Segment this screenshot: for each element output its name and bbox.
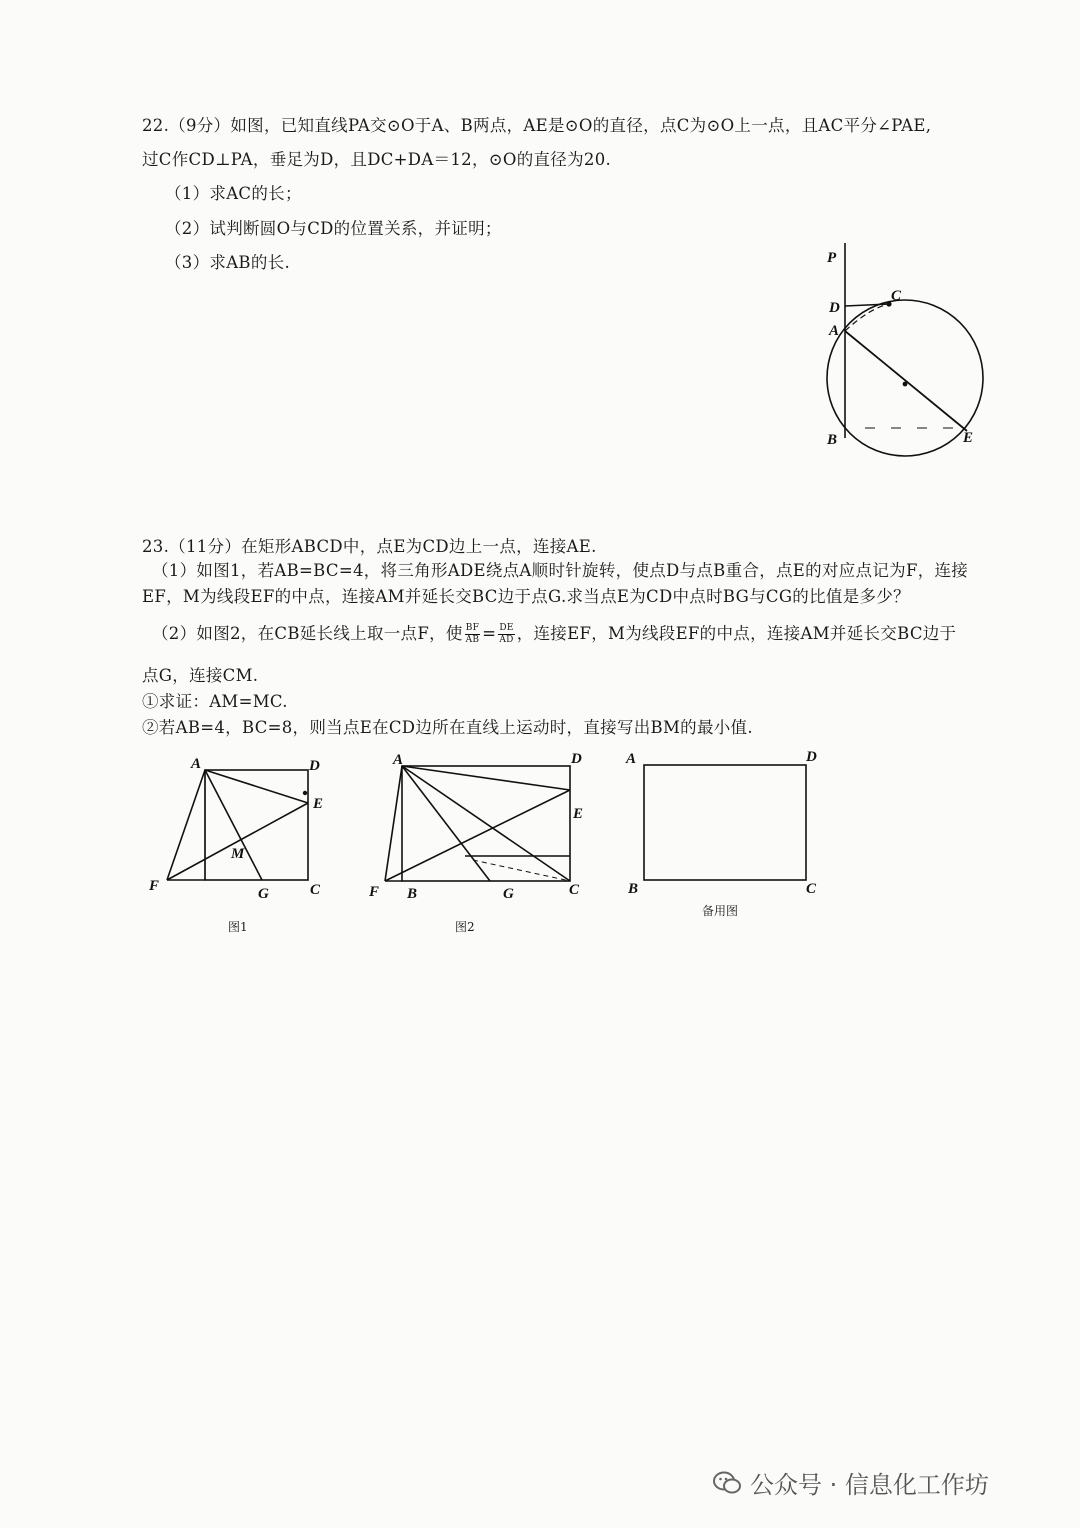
q23-part1-b: EF，M为线段EF的中点，连接AM并延长交BC边于点G.求当点E为CD中点时BG与CG的比值是多少？ xyxy=(142,587,910,606)
frac2-num: DE xyxy=(499,623,514,633)
fraction-bf-ab xyxy=(465,623,480,646)
fig2-label-E: E xyxy=(573,806,584,822)
fig1-label-A: A xyxy=(191,756,202,772)
fig2-label-D: D xyxy=(571,751,582,767)
watermark xyxy=(712,1465,989,1500)
fig1-label-E: E xyxy=(313,796,324,812)
q22-line2: 过C作CD⊥PA，垂足为D，且DC+DA＝12，⊙O的直径为20. xyxy=(142,150,612,169)
q23-sub2: ②若AB=4，BC=8，则当点E在CD边所在直线上运动时，直接写出BM的最小值. xyxy=(142,718,753,737)
q22-part1: （1）求AC的长； xyxy=(165,184,302,203)
fig1-label-F: F xyxy=(149,878,160,894)
label-C: C xyxy=(891,288,902,304)
label-D: D xyxy=(829,300,840,316)
fig1-label-D: D xyxy=(309,758,320,774)
frac-equals: = xyxy=(482,624,497,643)
fig2-label-A: A xyxy=(393,752,404,768)
fig1-label-C: C xyxy=(310,882,321,898)
fig1-caption: 图1 xyxy=(228,920,248,934)
fig1-label-G: G xyxy=(258,886,269,902)
label-B: B xyxy=(827,432,838,448)
fig2-label-G: G xyxy=(503,886,514,902)
fig2-label-B: B xyxy=(407,886,418,902)
fig3-label-B: B xyxy=(628,881,639,897)
q22-line1: 22.（9分）如图，已知直线PA交⊙O于A、B两点，AE是⊙O的直径，点C为⊙O上一点，且AC平分∠PAE, xyxy=(142,116,932,135)
q23-part2-pre: （2）如图2，在CB延长线上取一点F，使 xyxy=(152,624,463,643)
q23-part2-b: 点G，连接CM. xyxy=(142,666,259,685)
frac1-den: AB xyxy=(465,635,480,645)
q23-part2-post: ，连接EF，M为线段EF的中点，连接AM并延长交BC边于 xyxy=(516,624,957,643)
frac1-num: BF xyxy=(465,623,480,633)
label-A: A xyxy=(829,323,840,339)
wechat-icon xyxy=(712,1470,742,1496)
label-E: E xyxy=(963,430,974,446)
q23-figure1 xyxy=(145,748,340,903)
fig3-label-D: D xyxy=(806,749,817,765)
q23-line1: 23.（11分）在矩形ABCD中，点E为CD边上一点，连接AE. xyxy=(142,537,597,556)
fig2-caption: 图2 xyxy=(455,920,475,934)
q22-part2: （2）试判断圆O与CD的位置关系，并证明； xyxy=(165,219,502,238)
q23-figure2 xyxy=(365,748,595,903)
fig2-label-C: C xyxy=(569,882,580,898)
q22-part3: （3）求AB的长. xyxy=(165,253,290,272)
fig3-label-A: A xyxy=(626,751,637,767)
fraction-de-ad xyxy=(498,623,514,646)
fig2-label-F: F xyxy=(369,884,380,900)
fig3-caption: 备用图 xyxy=(702,904,739,918)
fig1-label-M: M xyxy=(231,846,245,862)
fig3-label-C: C xyxy=(806,881,817,897)
q23-part1-a: （1）如图1，若AB=BC=4，将三角形ADE绕点A顺时针旋转，使点D与点B重合，点E的对应点记为F，连接 xyxy=(152,561,969,580)
watermark-text: 公众号 · 信息化工作坊 xyxy=(750,1471,989,1499)
q23-part2-a xyxy=(152,620,956,646)
q22-circle-figure xyxy=(815,238,995,468)
q23-sub1: ①求证：AM=MC. xyxy=(142,692,288,711)
frac2-den: AD xyxy=(499,635,514,645)
label-P: P xyxy=(827,250,837,266)
q23-spare-figure xyxy=(618,748,833,898)
